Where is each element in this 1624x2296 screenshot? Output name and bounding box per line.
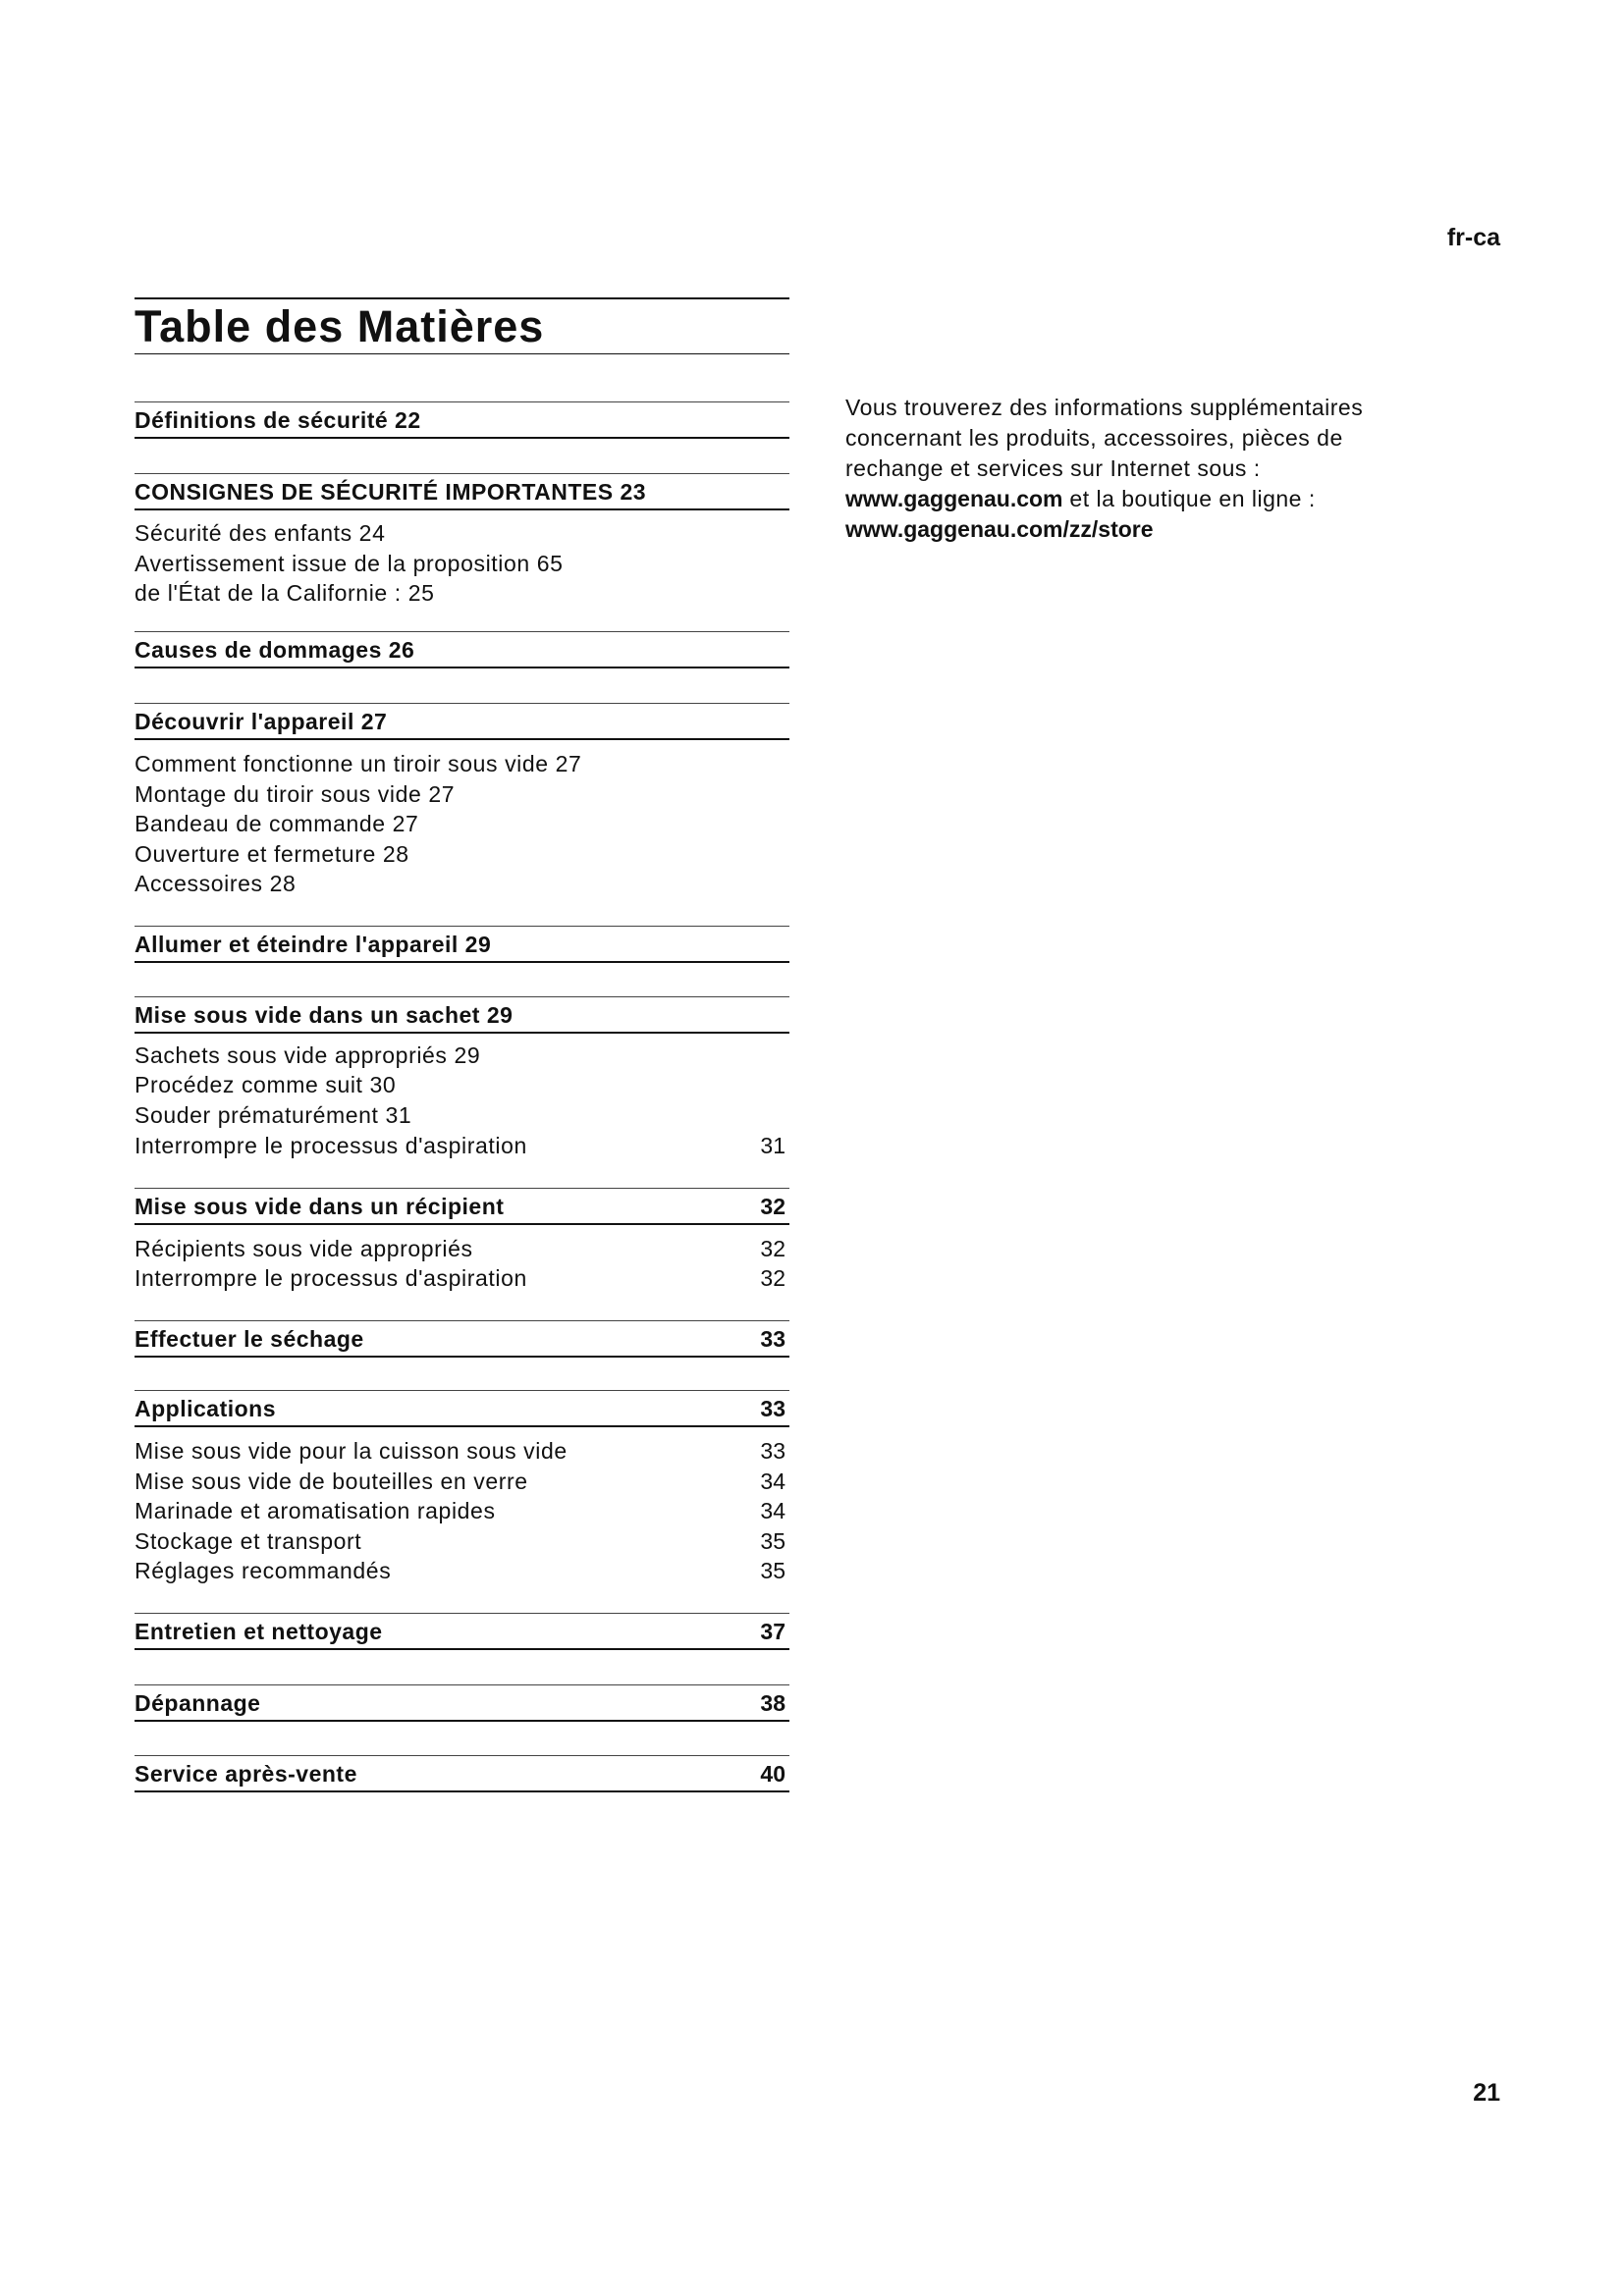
- toc-section-page: 33: [760, 1326, 785, 1352]
- link-connector-text: et la boutique en ligne :: [1062, 486, 1316, 511]
- toc-item[interactable]: [135, 869, 789, 899]
- toc-section-title: Effectuer le séchage: [135, 1326, 364, 1352]
- toc-section[interactable]: [135, 926, 789, 963]
- toc-item[interactable]: [135, 1496, 789, 1526]
- toc-item-title: Interrompre le processus d'aspiration: [135, 1265, 527, 1291]
- toc-item[interactable]: [135, 1263, 789, 1294]
- toc-section[interactable]: [135, 1684, 789, 1722]
- toc-section-title: Définitions de sécurité 22: [135, 407, 421, 433]
- toc-item-page: 34: [760, 1498, 785, 1523]
- toc-item[interactable]: [135, 549, 789, 579]
- page-number: 21: [1473, 2079, 1500, 2107]
- toc-section-title: Causes de dommages 26: [135, 637, 415, 663]
- toc-item[interactable]: [135, 1100, 789, 1131]
- toc-title-block: [135, 297, 789, 354]
- toc-item-title: Souder prématurément 31: [135, 1102, 412, 1128]
- toc-item-page: 32: [760, 1236, 785, 1261]
- toc-section-title: Service après-vente: [135, 1761, 357, 1787]
- toc-section-title: Mise sous vide dans un sachet 29: [135, 1002, 514, 1028]
- toc-section-title: Entretien et nettoyage: [135, 1619, 383, 1644]
- toc-section-title: CONSIGNES DE SÉCURITÉ IMPORTANTES 23: [135, 479, 647, 505]
- toc-item-title: Réglages recommandés: [135, 1558, 392, 1583]
- toc-section[interactable]: [135, 1613, 789, 1650]
- toc-item-title: Sachets sous vide appropriés 29: [135, 1042, 481, 1068]
- toc-section-page: 37: [760, 1619, 785, 1644]
- toc-item-title: Comment fonctionne un tiroir sous vide 27: [135, 751, 582, 776]
- toc-item[interactable]: [135, 518, 789, 549]
- toc-item[interactable]: [135, 839, 789, 870]
- toc-section-page: 32: [760, 1194, 785, 1219]
- toc-item-title: Sécurité des enfants 24: [135, 520, 386, 546]
- note-line-links: [845, 484, 1513, 514]
- online-info-note: [845, 393, 1513, 545]
- toc-section[interactable]: [135, 631, 789, 668]
- toc-item[interactable]: [135, 1526, 789, 1557]
- toc-item-page: 35: [760, 1558, 785, 1583]
- toc-item[interactable]: [135, 1131, 789, 1161]
- note-line-store: [845, 514, 1513, 545]
- toc-item-title: Avertissement issue de la proposition 65: [135, 551, 564, 576]
- toc-item[interactable]: [135, 1556, 789, 1586]
- toc-section-page: 38: [760, 1690, 785, 1716]
- toc-item-title: de l'État de la Californie : 25: [135, 580, 435, 606]
- toc-section-page: 40: [760, 1761, 785, 1787]
- note-line: concernant les produits, accessoires, pièces de: [845, 425, 1343, 451]
- toc-item[interactable]: [135, 578, 789, 609]
- toc-section[interactable]: [135, 1755, 789, 1792]
- toc-section-page: 33: [760, 1396, 785, 1421]
- toc-section[interactable]: [135, 1390, 789, 1427]
- toc-item[interactable]: [135, 749, 789, 779]
- toc-item[interactable]: [135, 1070, 789, 1100]
- toc-item-page: 32: [760, 1265, 785, 1291]
- note-line: rechange et services sur Internet sous :: [845, 455, 1261, 481]
- toc-item-page: 35: [760, 1528, 785, 1554]
- toc-section[interactable]: [135, 1188, 789, 1225]
- toc-item-title: Récipients sous vide appropriés: [135, 1236, 473, 1261]
- toc-section[interactable]: [135, 1320, 789, 1358]
- toc-item-title: Mise sous vide de bouteilles en verre: [135, 1468, 528, 1494]
- store-link[interactable]: www.gaggenau.com/zz/store: [845, 516, 1154, 542]
- toc-item[interactable]: [135, 1234, 789, 1264]
- toc-section[interactable]: [135, 996, 789, 1034]
- toc-item-title: Procédez comme suit 30: [135, 1072, 397, 1097]
- toc-item-title: Accessoires 28: [135, 871, 297, 896]
- toc-item-title: Mise sous vide pour la cuisson sous vide: [135, 1438, 568, 1464]
- toc-item-title: Ouverture et fermeture 28: [135, 841, 409, 867]
- note-line: Vous trouverez des informations supplémentaires: [845, 395, 1364, 420]
- toc-item-page: 33: [760, 1438, 785, 1464]
- toc-section-title: Allumer et éteindre l'appareil 29: [135, 932, 492, 957]
- toc-section-title: Applications: [135, 1396, 277, 1421]
- toc-item[interactable]: [135, 779, 789, 810]
- page-title: Table des Matières: [135, 301, 545, 351]
- toc-section[interactable]: [135, 703, 789, 740]
- toc-item[interactable]: [135, 1436, 789, 1467]
- toc-item-title: Montage du tiroir sous vide 27: [135, 781, 456, 807]
- toc-item-title: Bandeau de commande 27: [135, 811, 419, 836]
- toc-item-page: 31: [760, 1133, 785, 1158]
- toc-section[interactable]: [135, 401, 789, 439]
- toc-item[interactable]: [135, 1041, 789, 1071]
- toc-item[interactable]: [135, 809, 789, 839]
- toc-item-title: Interrompre le processus d'aspiration: [135, 1133, 527, 1158]
- toc-section-title: Mise sous vide dans un récipient: [135, 1194, 505, 1219]
- language-code: fr-ca: [1446, 224, 1500, 251]
- toc-item-title: Stockage et transport: [135, 1528, 362, 1554]
- toc-item-title: Marinade et aromatisation rapides: [135, 1498, 496, 1523]
- toc-item-page: 34: [760, 1468, 785, 1494]
- toc-section[interactable]: [135, 473, 789, 510]
- toc-section-title: Dépannage: [135, 1690, 261, 1716]
- toc-item[interactable]: [135, 1467, 789, 1497]
- website-link[interactable]: www.gaggenau.com: [845, 486, 1063, 511]
- toc-section-title: Découvrir l'appareil 27: [135, 709, 388, 734]
